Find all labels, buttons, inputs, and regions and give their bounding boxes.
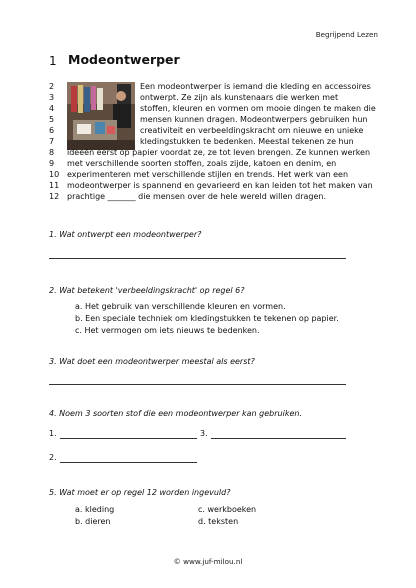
text-line: modeontwerper is spannend en gevarieerd en kan leiden tot het maken van xyxy=(67,181,373,190)
q4-label-2: 2. xyxy=(49,453,57,462)
q5-option-c: c. werkboeken xyxy=(198,505,257,514)
footer-site: © www.juf-milou.nl xyxy=(173,557,243,566)
text-line: met verschillende soorten stoffen, zoals zijde, katoen en denim, en xyxy=(67,159,337,168)
answer-line-q4-3[interactable] xyxy=(211,438,346,439)
text-line: stoffen, kleuren en vormen om mooie dingen te maken die xyxy=(140,104,376,113)
text-line: ideeën eerst op papier voordat ze, ze tot leven brengen. Ze kunnen werken xyxy=(67,148,371,157)
line-number: 10 xyxy=(49,170,60,179)
q2-option-b: b. Een speciale techniek om kledingstukken te tekenen op papier. xyxy=(75,314,339,323)
text-line: mensen kunnen dragen. Modeontwerpers gebruiken hun xyxy=(140,115,368,124)
page-title: Modeontwerper xyxy=(68,52,180,67)
line-number: 9 xyxy=(49,159,55,168)
answer-line-q4-2[interactable] xyxy=(60,462,197,463)
line-number: 3 xyxy=(49,93,55,102)
question-1: 1. Wat ontwerpt een modeontwerper? xyxy=(49,230,202,239)
text-line: kledingstukken te bedenken. Meestal tekenen ze hun xyxy=(140,137,354,146)
line-number: 2 xyxy=(49,82,55,91)
text-line: Een modeontwerper is iemand die kleding en accessoires xyxy=(140,82,371,91)
answer-line-q1[interactable] xyxy=(49,258,346,259)
q2-option-a: a. Het gebruik van verschillende kleuren en vormen. xyxy=(75,302,286,311)
line-number: 7 xyxy=(49,137,55,146)
q4-label-3: 3. xyxy=(200,429,208,438)
question-5: 5. Wat moet er op regel 12 worden ingevuld? xyxy=(49,488,231,497)
fashion-workshop-photo xyxy=(67,82,135,150)
q2-option-c: c. Het vermogen om iets nieuws te bedenken. xyxy=(75,326,260,335)
line-number: 12 xyxy=(49,192,60,201)
q4-label-1: 1. xyxy=(49,429,57,438)
text-line: experimenteren met verschillende stijlen en trends. Het werk van een xyxy=(67,170,349,179)
text-line: creativiteit en verbeeldingskracht om nieuwe en unieke xyxy=(140,126,364,135)
q5-option-d: d. teksten xyxy=(198,517,239,526)
header-subject: Begrijpend Lezen xyxy=(315,30,378,39)
title-number: 1 xyxy=(49,54,57,68)
line-number: 11 xyxy=(49,181,60,190)
line-number: 4 xyxy=(49,104,55,113)
q5-option-a: a. kleding xyxy=(75,505,115,514)
photo-illustration xyxy=(67,82,135,150)
text-line: ontwerpt. Ze zijn als kunstenaars die werken met xyxy=(140,93,339,102)
question-3: 3. Wat doet een modeontwerper meestal als eerst? xyxy=(49,357,255,366)
q5-option-b: b. dieren xyxy=(75,517,111,526)
line-number: 6 xyxy=(49,126,55,135)
line-number: 5 xyxy=(49,115,55,124)
answer-line-q3[interactable] xyxy=(49,384,346,385)
text-line: prachtige _______ die mensen over de hele wereld willen dragen. xyxy=(67,192,327,201)
question-4: 4. Noem 3 soorten stof die een modeontwerper kan gebruiken. xyxy=(49,409,302,418)
answer-line-q4-1[interactable] xyxy=(60,438,197,439)
question-2: 2. Wat betekent 'verbeeldingskracht' op regel 6? xyxy=(49,286,245,295)
line-number: 8 xyxy=(49,148,55,157)
